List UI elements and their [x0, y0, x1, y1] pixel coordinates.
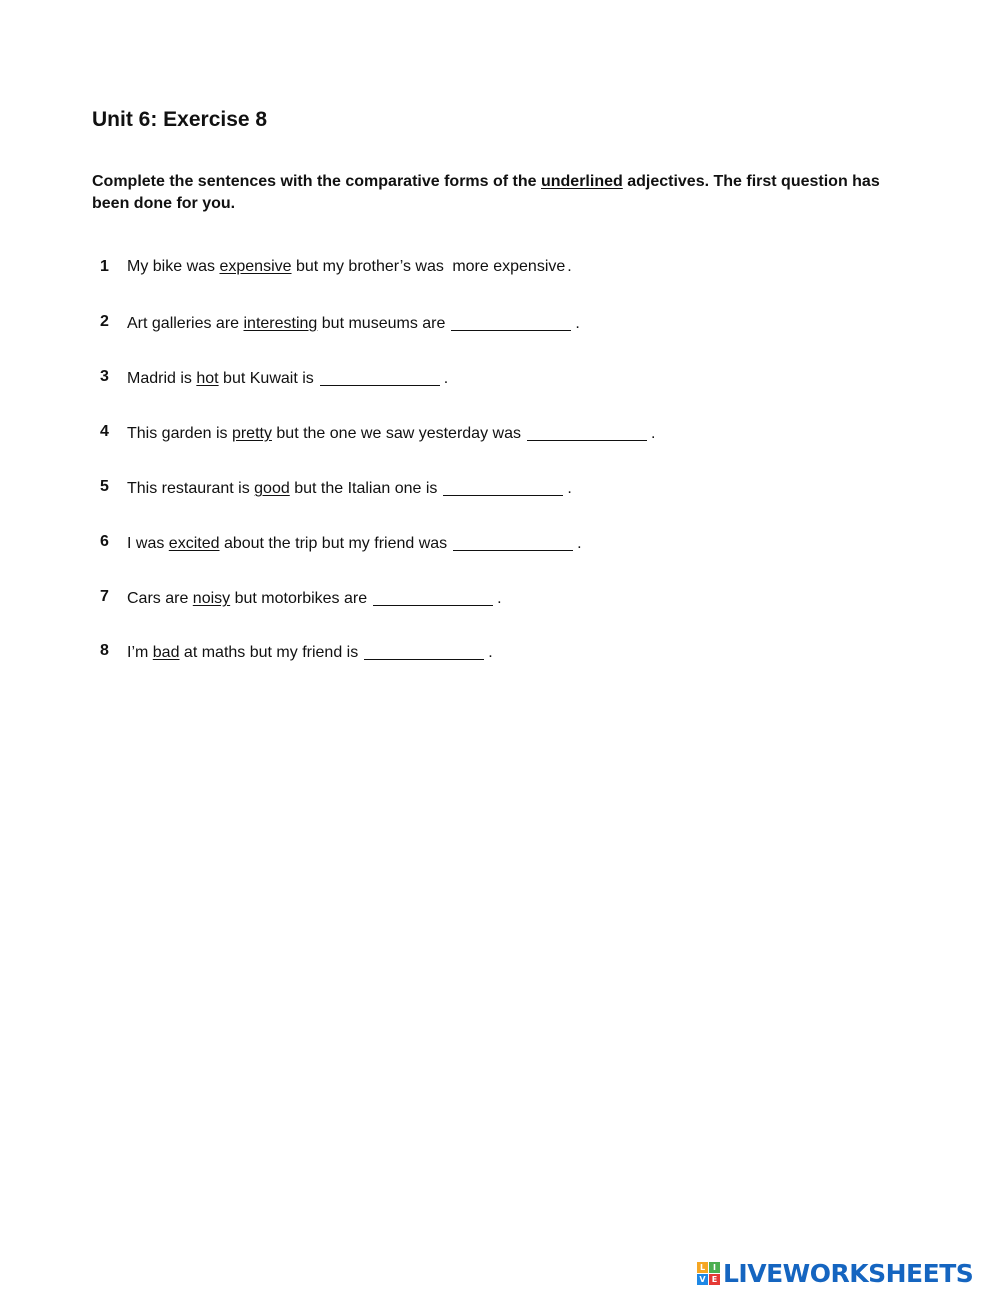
exercise-item: [0, 533, 1000, 563]
sentence-end: .: [497, 590, 502, 607]
answer-blank[interactable]: [527, 426, 647, 441]
page-title: Unit 6: Exercise 8: [92, 108, 268, 131]
item-sentence: [127, 533, 582, 553]
liveworksheets-logo[interactable]: [697, 1258, 973, 1288]
exercise-item: [0, 258, 1000, 288]
underlined-adjective: good: [254, 480, 290, 497]
logo-mark-icon: [697, 1262, 720, 1285]
answer-blank[interactable]: [443, 481, 563, 496]
sentence-middle: about the trip but my friend was: [219, 535, 448, 552]
item-number: 6: [100, 533, 109, 550]
exercise-item: [0, 368, 1000, 398]
underlined-adjective: pretty: [231, 425, 272, 442]
sentence-end: .: [575, 315, 580, 332]
sentence-start: My bike was: [127, 258, 220, 275]
logo-text: LIVEWORKSHEETS: [723, 1258, 974, 1288]
sentence-start: Cars are: [127, 590, 193, 607]
sentence-middle: but the one we saw yesterday was: [271, 425, 521, 442]
instructions-before: Complete the sentences with the comparative forms of the: [92, 173, 541, 190]
answer-blank[interactable]: [451, 316, 571, 331]
instructions-after: adjectives. The first question has been done for you.: [92, 173, 880, 212]
answer-blank[interactable]: [373, 591, 493, 606]
sentence-middle: at maths but my friend is: [179, 644, 359, 661]
item-sentence: [127, 642, 493, 662]
exercise-item: [0, 313, 1000, 343]
underlined-adjective: bad: [152, 644, 180, 661]
underlined-adjective: interesting: [243, 315, 318, 332]
sentence-end: .: [577, 535, 582, 552]
logo-letter: L: [697, 1262, 708, 1273]
underlined-adjective: hot: [196, 370, 219, 387]
logo-letter: E: [709, 1274, 720, 1285]
sentence-middle: but museums are: [317, 315, 446, 332]
exercise-item: [0, 588, 1000, 618]
exercise-item: [0, 478, 1000, 508]
item-number: 3: [100, 368, 109, 385]
sentence-end: .: [567, 480, 572, 497]
sentence-end: .: [650, 425, 656, 442]
item-number: 4: [100, 423, 109, 440]
exercise-item: [0, 642, 1000, 672]
item-number: 1: [100, 258, 109, 275]
item-sentence: [127, 313, 580, 333]
item-number: 8: [100, 642, 109, 659]
sentence-end: .: [488, 644, 493, 661]
item-sentence: [127, 258, 572, 276]
answer-blank[interactable]: [453, 536, 573, 551]
instructions-underlined-word: underlined: [540, 173, 623, 190]
answer-blank[interactable]: [320, 371, 440, 386]
answer-blank[interactable]: [364, 645, 484, 660]
sentence-start: Art galleries are: [127, 315, 244, 332]
sentence-start: I’m: [127, 644, 153, 661]
sentence-start: Madrid is: [127, 370, 197, 387]
item-number: 7: [100, 588, 109, 605]
underlined-adjective: noisy: [192, 590, 231, 607]
exercise-item: [0, 423, 1000, 453]
sentence-middle: but the Italian one is: [289, 480, 438, 497]
item-number: 2: [100, 313, 109, 330]
logo-letter: V: [697, 1274, 708, 1285]
sentence-start: I was: [127, 535, 169, 552]
item-sentence: [127, 368, 448, 388]
sentence-start: This restaurant is: [127, 480, 255, 497]
example-answer: more expensive: [452, 258, 566, 275]
logo-letter: I: [709, 1262, 720, 1273]
sentence-end: .: [443, 370, 449, 387]
item-sentence: [127, 423, 655, 443]
sentence-middle: but Kuwait is: [218, 370, 314, 387]
item-sentence: [127, 588, 502, 608]
underlined-adjective: expensive: [219, 258, 292, 275]
underlined-adjective: excited: [168, 535, 220, 552]
sentence-middle: but motorbikes are: [230, 590, 368, 607]
item-number: 5: [100, 478, 109, 495]
item-sentence: [127, 478, 572, 498]
sentence-end: .: [567, 258, 572, 275]
sentence-start: This garden is: [127, 425, 232, 442]
sentence-middle: but my brother’s was: [291, 258, 449, 275]
